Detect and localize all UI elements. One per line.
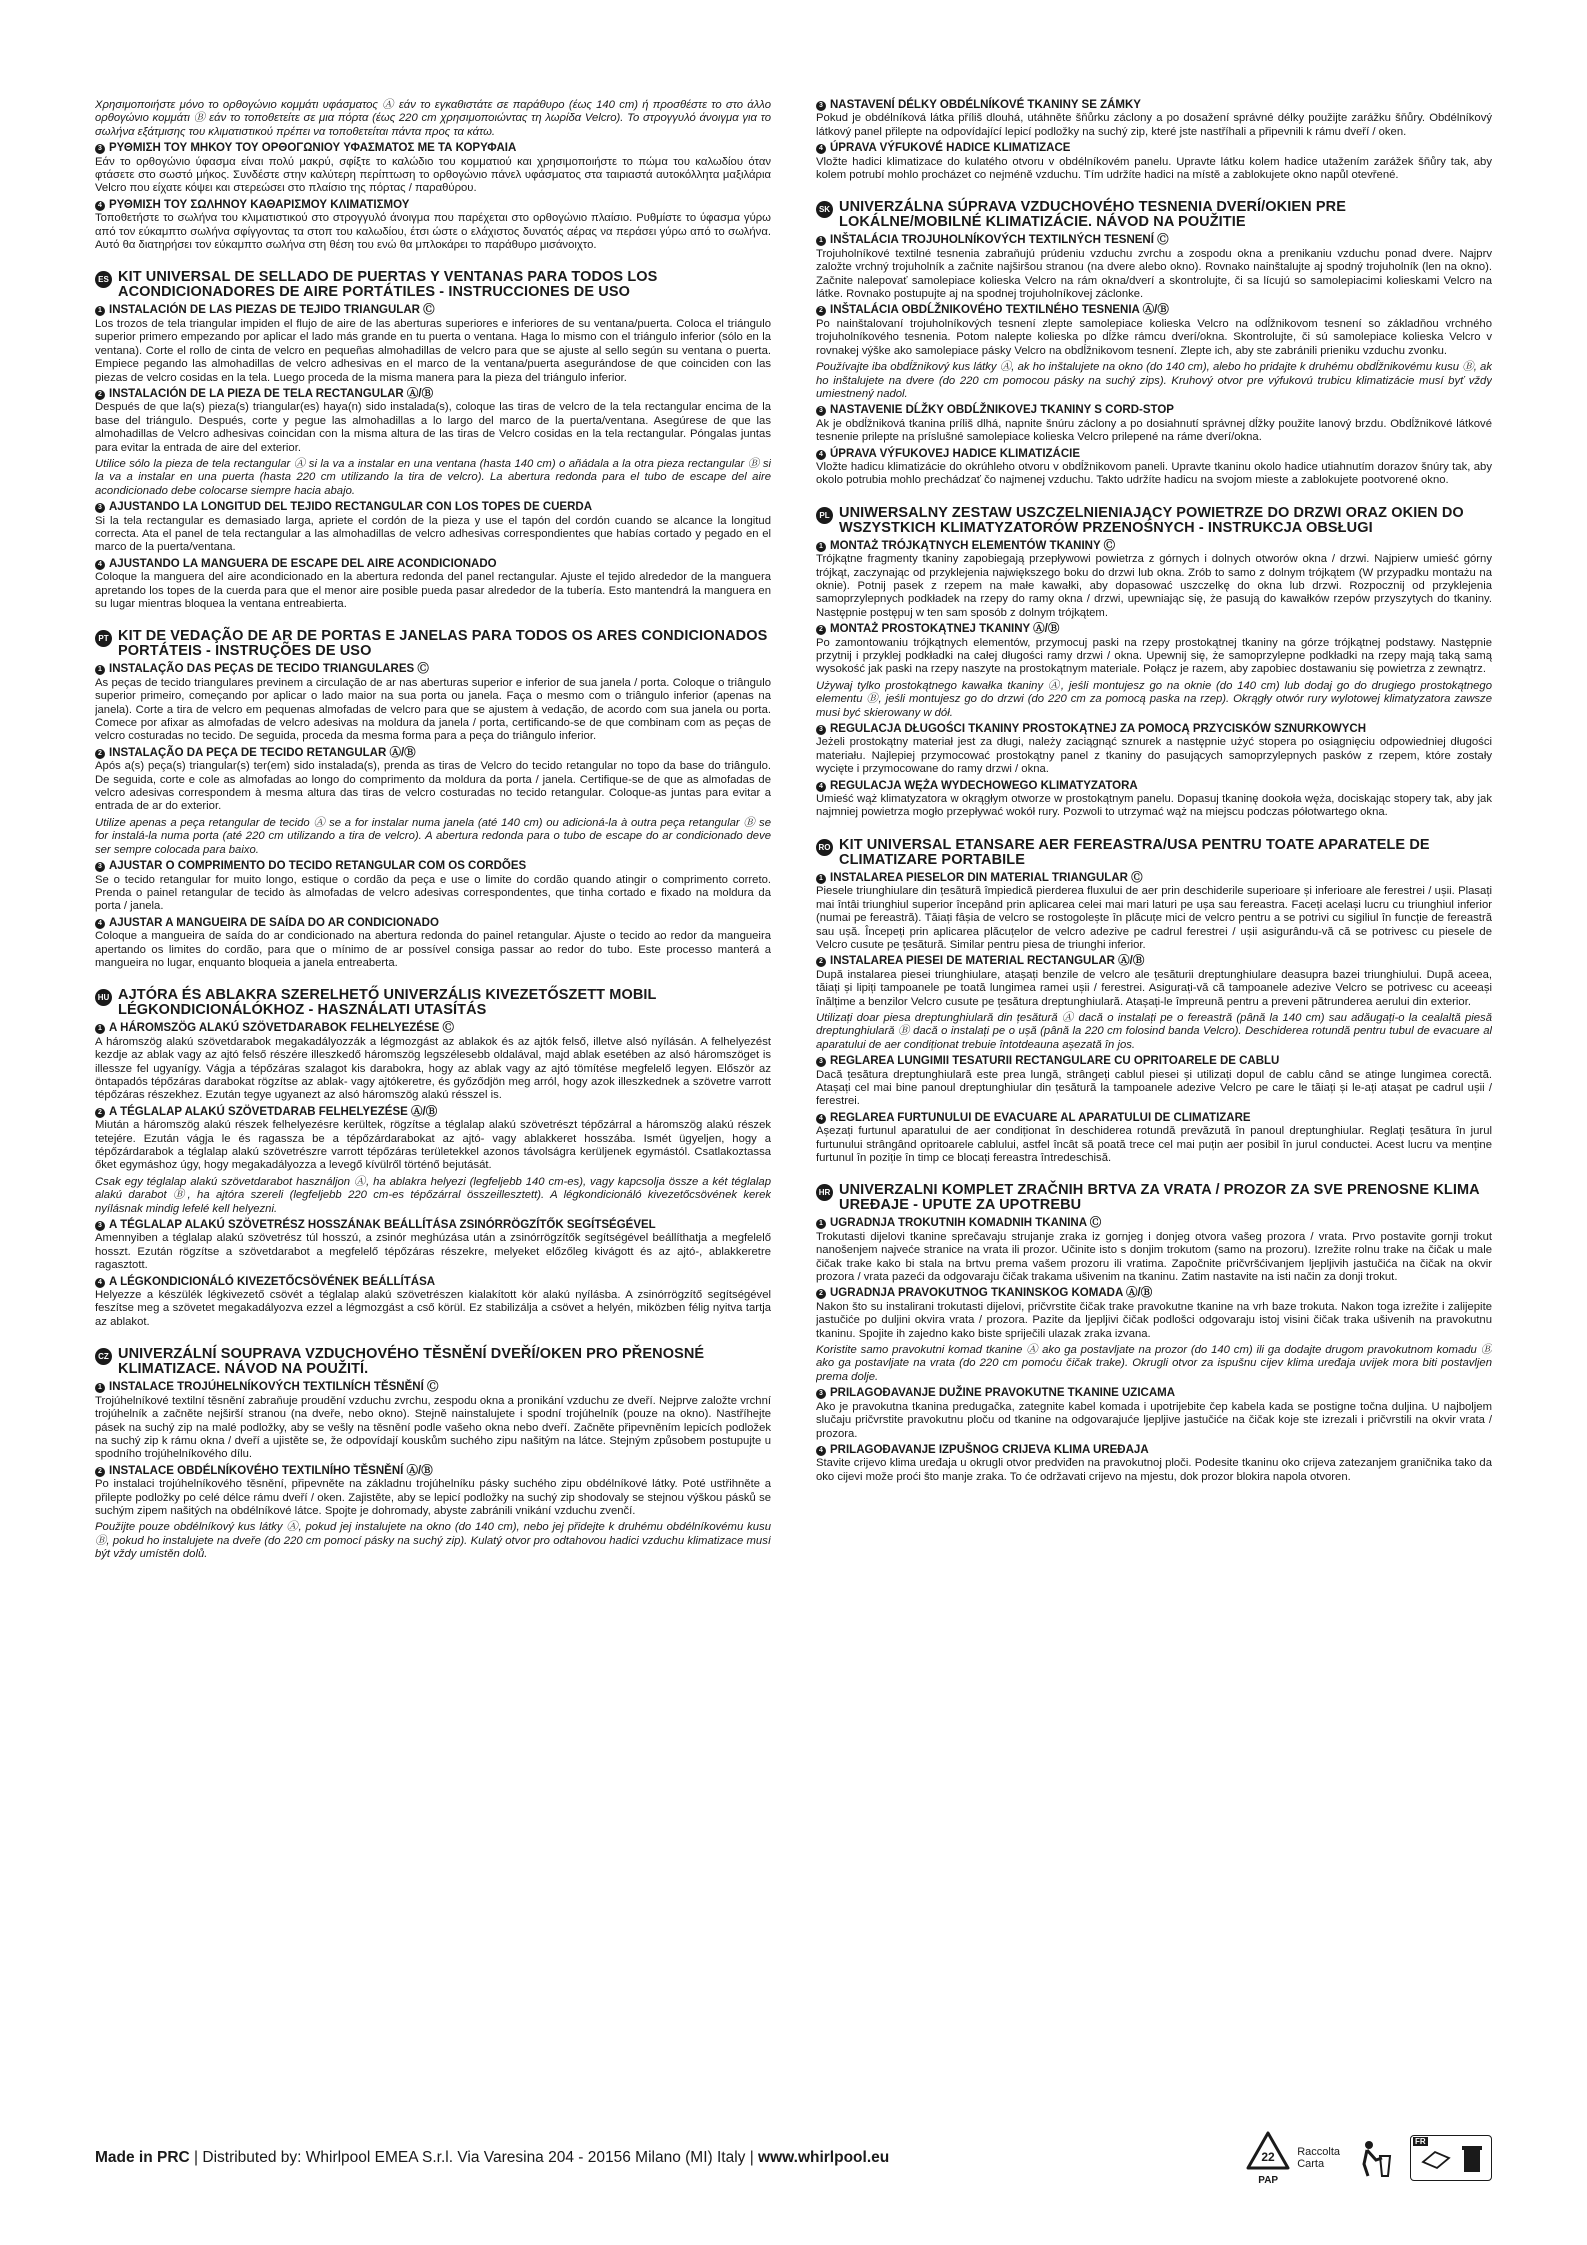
step-text: Ak je obdĺžniková tkanina príliš dlhá, napnite šnúru záclony a po dosiahnutí správnej dĺžky použite lanový brzdu. Obdĺžnikové látkové tesnenie prilepte na príslušné samolepiace kolieska Velcro prilepené na ráme dverí/okna.: [816, 417, 1492, 444]
instruction-step: [816, 1287, 1492, 1384]
triman-box: [1410, 2135, 1492, 2181]
step-title: INSTALAÇÃO DA PEÇA DE TECIDO RETANGULAR Ⓐ/Ⓑ: [109, 746, 416, 759]
section-title: UNIVERZALNI KOMPLET ZRAČNIH BRTVA ZA VRATA / PROZOR ZA SVE PRENOSNE KLIMA UREĐAJE - UPUTE ZA UPOTREBU: [839, 1182, 1480, 1214]
step-heading: [95, 142, 771, 155]
step-note: Koristite samo pravokutni komad tkanine Ⓐ ako ga postavljate na prozor (do 140 cm) ili ga dodajte drugom pravokutnom komadu Ⓑ ako ga postavljate na vrata (do 220 cm pomoću čičak trake). Okrugli otvor za ispušnu cijev klima uređaja uvijek mora biti postavljen prema dolje.: [816, 1344, 1492, 1383]
step-number: 3: [816, 1057, 826, 1067]
document-page: [95, 96, 1492, 2136]
instruction-step: [816, 540, 1492, 620]
step-title: UGRADNJA TROKUTNIH KOMADNIH TKANINA Ⓒ: [830, 1217, 1102, 1230]
step-text: Εάν το ορθογώνιο ύφασμα είναι πολύ μακρύ, σφίξτε το καλώδιο του κομματιού και χρησιμοποιήστε το πώμα του καλωδίου όταν φτάσετε στο σωστό μήκος. Συνδέστε στην καλύτερη περίπτωση το ορθογώνιο πάνελ υφάσματος στα ταιριαστά αυτοκόλλητα μαξιλάρια Velcro που είχατε κόψει και στερεώσει στο πλαίσιο της πόρτας / παραθύρου.: [95, 155, 771, 195]
step-heading: [95, 747, 771, 760]
left-column: [95, 96, 771, 2136]
step-heading: [95, 558, 771, 571]
step-title: REGULACJA WĘŻA WYDECHOWEGO KLIMATYZATORA: [830, 779, 1138, 792]
step-title: INSTALAREA PIESEI DE MATERIAL RECTANGULAR Ⓐ/Ⓑ: [830, 955, 1145, 968]
section-title: AJTÓRA ÉS ABLAKRA SZERELHETŐ UNIVERZÁLIS KIVEZETŐSZETT MOBIL LÉGKONDICIONÁLÓKHOZ - HASZNÁLATI UTASÍTÁS: [118, 987, 657, 1019]
step-heading: [816, 723, 1492, 736]
step-number: 2: [816, 1289, 826, 1299]
language-section: [95, 625, 771, 970]
language-section: [816, 834, 1492, 1166]
step-heading: [816, 234, 1492, 247]
instruction-step: [95, 304, 771, 384]
step-title: REGLAREA FURTUNULUI DE EVACUARE AL APARATULUI DE CLIMATIZARE: [830, 1111, 1251, 1124]
step-number: 4: [95, 201, 105, 211]
step-text: As peças de tecido triangulares previnem a circulação de ar nas aberturas superior e inferior de sua janela / porta. Coloque o triângulo superior primeiro, começando por aplicar o lado maior na sua porta ou janela. Faça o mesmo com o triângulo inferior (apenas na janela). Corte a tira de velcro em pequenas almofadas de velcro para que se ajustem à vedação, de acordo com sua janela ou porta. Comece por afixar as almofadas de velcro adesivas na moldura da janela / porta, certificando-se de que combinam com as peças de velcro costuradas no tecido. De seguida, proceda da mesma forma para a peça do triângulo inferior.: [95, 676, 771, 743]
distributor: | Distributed by: Whirlpool EMEA S.r.l. Via Varesina 204 - 20156 Milano (MI) Italy |: [189, 2149, 759, 2166]
step-note: Utilice sólo la pieza de tela rectangular Ⓐ si la va a instalar en una ventana (hasta 140 cm) o añádala a la otra pieza rectangular Ⓑ si la va a instalar en una puerta (hasta 220 cm utilizando la tira de velcro). La abertura redonda para el tubo de escape del aire acondicionado debe colocarse siempre hacia abajo.: [95, 457, 771, 497]
step-note: Używaj tylko prostokątnego kawałka tkaniny Ⓐ, jeśli montujesz go na oknie (do 140 cm) lub dodaj go do drugiego prostokątnego elementu Ⓑ, jeśli montujesz go do drzwi (do 220 cm za pomocą paska na rzep). Okrągły otwór rury wylotowej klimatyzatora zawsze musi być skierowany w dół.: [816, 679, 1492, 719]
step-title: INSTALACE TROJÚHELNÍKOVÝCH TEXTILNÍCH TĚSNĚNÍ Ⓒ: [109, 1381, 439, 1394]
step-number: 4: [816, 1114, 826, 1124]
instruction-step: [95, 501, 771, 555]
step-heading: [95, 1465, 771, 1478]
step-text: Se o tecido retangular for muito longo, estique o cordão da peça e use o limite do cordão quando atingir o comprimento correto. Prenda o painel retangular de tecido às almofadas de velcro adesivas correspondentes, que tinha cortado e fixado na moldura da porta / janela.: [95, 873, 771, 913]
step-text: După instalarea piesei triunghiulare, atașați benzile de velcro ale țesăturii dreptunghiulare deasupra bazei triunghiului. După aceea, tăiați și lipiți tampoanele pe toată lungimea ramei ușii / ferestrei. Asigurați-vă că tampoanele adezive Velcro se potrivesc cu aceeași înălțime a benzilor Velcro cusute pe țesătura dreptunghiulară. Atașați-le împreună pentru a preveni pătrunderea aerului din exterior.: [816, 968, 1492, 1008]
step-title: INSTALAÇÃO DAS PEÇAS DE TECIDO TRIANGULARES Ⓒ: [109, 663, 429, 676]
step-text: Po zamontowaniu trójkątnych elementów, przymocuj paski na rzepy prostokątnej tkaniny na górze trójkątnej podstawy. Następnie przytnij i przyklej podkładki na całej długości ramy drzwi / okna. Upewnij się, że samoprzylepne podkładki na rzepy mają taką samą wysokość jak paski na rzepy naszyte na prostokątnym materiale. Połącz je razem, aby zapobiec dostawaniu się powietrza z zewnątrz.: [816, 636, 1492, 676]
step-title: MONTAŻ PROSTOKĄTNEJ TKANINY Ⓐ/Ⓑ: [830, 623, 1060, 636]
step-text: Τοποθετήστε το σωλήνα του κλιματιστικού στο στρογγυλό άνοιγμα που παρέχεται στο ορθογώνιο πλαίσιο. Ρυθμίστε το ύφασμα γύρω από τον εύκαμπτο σωλήνα σφίγγοντας τα στοπ του καλωδίου, έτσι ώστε ο ελάχιστος δυνατός αέρας να περάσει γύρω από το σωλήνα. Αυτό θα διατηρήσει τον εύκαμπτο σωλήνα στη θέση του ενώ θα μπλοκάρει το παράθυρο μισάνοιχτο.: [95, 212, 771, 252]
step-title: ΡΥΘΜΙΣΗ ΤΟΥ ΜΗΚΟΥ ΤΟΥ ΟΡΘΟΓΩΝΙΟΥ ΥΦΑΣΜΑΤΟΣ ΜΕ ΤΑ ΚΟΡΥΦΑΙΑ: [109, 142, 517, 155]
language-badge: PT: [95, 630, 112, 647]
instruction-step: [95, 558, 771, 612]
instruction-step: [816, 623, 1492, 720]
instruction-step: [95, 142, 771, 196]
section-header: [816, 506, 1492, 536]
step-number: 2: [95, 1108, 105, 1118]
step-number: 4: [816, 1446, 826, 1456]
step-text: Umieść wąż klimatyzatora w okrągłym otworze w prostokątnym panelu. Dopasuj tkaninę dookoła węża, dociskając stopery tak, aby jak najmniej powietrza mogło przepływać wokół rury. Pozwoli to utrzymać wąż na miejscu podczas półotwartego okna.: [816, 793, 1492, 819]
step-note: Používajte iba obdĺžnikový kus látky Ⓐ, ak ho inštalujete na okno (do 140 cm), alebo ho pridajte k druhému obdĺžnikovému kusu Ⓑ, ak ho inštalujete na dvere (do 220 cm pomocou pásky na suchý zips). Kruhový otvor pre výfukovú trubicu klimatizácie musí byť vždy umiestnený nadol.: [816, 361, 1492, 400]
step-number: 4: [816, 782, 826, 792]
language-section: [816, 1179, 1492, 1484]
step-title: INSTALACIÓN DE LAS PIEZAS DE TEJIDO TRIANGULAR Ⓒ: [109, 304, 435, 317]
step-heading: [816, 955, 1492, 968]
step-title: MONTAŻ TRÓJKĄTNYCH ELEMENTÓW TKANINY Ⓒ: [830, 539, 1116, 552]
step-heading: [95, 860, 771, 873]
step-number: 1: [95, 1383, 105, 1393]
step-heading: [95, 1106, 771, 1119]
step-title: INŠTALÁCIA OBDĹŽNIKOVÉHO TEXTILNÉHO TESNENIA Ⓐ/Ⓑ: [830, 304, 1169, 317]
step-number: 4: [816, 144, 826, 154]
step-heading: [816, 304, 1492, 317]
step-title: AJUSTAR O COMPRIMENTO DO TECIDO RETANGULAR COM OS CORDÕES: [109, 860, 527, 873]
step-text: Χρησιμοποιήστε μόνο το ορθογώνιο κομμάτι υφάσματος Ⓐ εάν το εγκαθιστάτε σε παράθυρο (έως 140 cm) ή προσθέστε το στο άλλο ορθογώνιο κομμάτι Ⓑ εάν το τοποθετείτε σε μια πόρτα (έως 220 cm χρησιμοποιώντας τη λωρίδα Velcro). Το στρογγυλό άνοιγμα για το σωλήνα εξάτμισης του κλιματιστικού πρέπει να τοποθετείται πάντα προς τα κάτω.: [95, 99, 771, 138]
recycle-mark: [1245, 2130, 1340, 2186]
recycling-logos: [1245, 2130, 1492, 2186]
instruction-step: [95, 917, 771, 971]
instruction-step: [816, 955, 1492, 1052]
step-text: Stavite crijevo klima uređaja u okrugli otvor predviđen na pravokutnoj ploči. Podesite tkaninu oko crijeva zatezanjem graničnika tako da oko cijevi može proći što manje zraka. To će održavati crijevo na mjestu, dok prozor blokira napola otvoren.: [816, 1457, 1492, 1483]
fr-label: FR: [1415, 2137, 1426, 2146]
step-text: Po nainštalovaní trojuholníkových tesnení zlepte samolepiace kolieska Velcro na odĺžnikovom tesnení so základňou vrchného trojuholníkového tesnenia. Potom nalepte kolieska po dĺžke rámcu dverí/okna. Skontrolujte, či sú samolepiace kolieska Velcro v rovnakej výške ako samolepiace pásky Velcro na obdĺžnikovom tesnení. Zlepte ich, aby ste zabránili prieniku vzduchu zvonku.: [816, 317, 1492, 357]
section-title: UNIVERZÁLNA SÚPRAVA VZDUCHOVÉHO TESNENIA DVERÍ/OKIEN PRE LOKÁLNE/MOBILNÉ KLIMATIZÁCIE. NÁVOD NA POUŽITIE: [839, 199, 1346, 231]
step-note: Csak egy téglalap alakú szövetdarabot használjon Ⓐ, ha ablakra helyezi (legfeljebb 140 cm-es), vagy kapcsolja össze a két téglalap alakú darabot Ⓑ, ha ajtóra szereli (legfeljebb 220 cm-es tépőzárral összeillesztett). A légkondicionáló kivezetőcsövének kerek nyílásnak mindig lefelé kell helyezni.: [95, 1175, 771, 1215]
step-heading: [816, 1444, 1492, 1457]
step-text: Trojúhelníkové textilní těsnění zabraňuje proudění vzduchu zvrchu, zespodu okna a pronikání vzduchu ze dveří. Nejprve založte vrchní trojúhelník a začněte nejširší stranou (na dveře, nebo okno). Stejně nainstalujete i spodní trojúhelník (pouze na okno). Nastříhejte pásek na suchý zip na malé podložky, aby se vešly na těsnění podle vašeho okna nebo dveří. Začněte připevněním lepicích podložek na suchý zip k rámu okna / dveří a ujistěte se, že odpovídají kouskům suchého zipu našitým na látce. Stejným způsobem postupujte u spodního trojúhelníkového dílu.: [95, 1394, 771, 1461]
recycle-label-1: Raccolta: [1297, 2146, 1340, 2158]
section-title: KIT UNIVERSAL DE SELLADO DE PUERTAS Y VENTANAS PARA TODOS LOS ACONDICIONADORES DE AIRE PORTÁTILES - INSTRUCCIONES DE USO: [118, 269, 658, 301]
step-number: 3: [816, 1389, 826, 1399]
step-title: AJUSTAR A MANGUEIRA DE SAÍDA DO AR CONDICIONADO: [109, 916, 439, 929]
language-badge: ES: [95, 271, 112, 288]
step-title: UGRADNJA PRAVOKUTNOG TKANINSKOG KOMADA Ⓐ/Ⓑ: [830, 1287, 1153, 1300]
step-number: 2: [95, 390, 105, 400]
step-title: AJUSTANDO LA MANGUERA DE ESCAPE DEL AIRE ACONDICIONADO: [109, 557, 497, 570]
step-heading: [816, 872, 1492, 885]
step-number: 3: [95, 503, 105, 513]
step-number: 4: [95, 919, 105, 929]
step-text: A háromszög alakú szövetdarabok megakadályozzák a légmozgást az ablakok és az ajtók felső, illetve alsó nyílásán. A felhelyezést kezdje az ablak vagy az ajtó felső részére illeszkedő háromszög legszélesebb oldalával, majd ablak esetében az alsó háromszöget is illessze fel ugyanígy. Vágja a tépőzáras szalagot kis darabokra, hogy az ablak vagy az ajtó tömítése megfelelő legyen. Először az öntapadós tépőzáras darabokat rögzítse az ablak- vagy ajtókeretre, és győződjön meg arról, hogy azok illeszkednek a szövetre varrott tépőzáras részekhez. Ezután tegye ugyanezt az alsó háromszög alakú résszel is.: [95, 1035, 771, 1102]
instruction-step: [816, 723, 1492, 777]
step-text: Pokud je obdélníková látka příliš dlouhá, utáhněte šňůrku záclony a po dosažení správné délky použijte zarážku šňůry. Obdélníkový látkový panel přilepte na odpovídající lepicí podložky na suchý zip, které jste nastříhali a připevnili k rámu dveří / oken.: [816, 112, 1492, 138]
language-section: [95, 1343, 771, 1561]
step-number: 1: [816, 874, 826, 884]
instruction-step: [816, 1217, 1492, 1284]
step-text: Vložte hadicu klimatizácie do okrúhleho otvoru v obdĺžnikovom paneli. Upravte tkaninu okolo hadice utiahnutím dorazov šnúry tak, aby okolo potrubia mohlo prechádzať čo najmenej vzduchu. Takto udržíte hadicu na svojom mieste a zablokujete pootvorené okno.: [816, 460, 1492, 487]
step-number: 4: [95, 1278, 105, 1288]
language-section: [95, 96, 771, 252]
step-heading: [816, 99, 1492, 112]
step-number: 4: [95, 560, 105, 570]
step-number: 2: [816, 306, 826, 316]
instruction-step: [95, 388, 771, 498]
step-heading: [816, 1387, 1492, 1400]
step-number: 3: [95, 862, 105, 872]
step-number: 1: [816, 542, 826, 552]
step-number: 2: [95, 1467, 105, 1477]
step-number: 2: [95, 749, 105, 759]
step-number: 1: [95, 306, 105, 316]
step-number: 3: [95, 144, 105, 154]
step-number: 3: [816, 725, 826, 735]
step-heading: [816, 780, 1492, 793]
step-title: A LÉGKONDICIONÁLÓ KIVEZETŐCSÖVÉNEK BEÁLLÍTÁSA: [109, 1275, 436, 1288]
step-title: A HÁROMSZÖG ALAKÚ SZÖVETDARABOK FELHELYEZÉSE Ⓒ: [109, 1022, 455, 1035]
step-heading: [95, 199, 771, 212]
step-text: Piesele triunghiulare din țesătură împiedică pierderea fluxului de aer prin deschiderile superioare și inferioare ale ferestrei / ușii. Plasați mai întâi triunghiul superior începând prin aplicarea celei mai mari laturi pe ușa sau fereastra. Faceți același lucru cu triunghiul inferior (numai pe fereastră). Tăiați fâșia de velcro se rostogolește în plăcuțe mici de velcro pentru a se potrivi cu sigiliul în funcție de fereastră sau ușă. Începeți prin aplicarea plăcuțelor de velcro adezive pe cadrul ferestrei / ușii asigurându-vă că se potrivesc cu piesele de Velcro cusute pe țesătură. Similar pentru piesa de triunghi inferior.: [816, 885, 1492, 951]
footer-text: [95, 2149, 889, 2167]
instruction-step: [95, 663, 771, 743]
step-heading: [95, 388, 771, 401]
step-heading: [95, 1276, 771, 1289]
step-text: Ako je pravokutna tkanina predugačka, zategnite kabel komada i upotrijebite čep kabela kada se postigne točna duljina. U najboljem slučaju pričvrstite pravokutnu ploču od tkanine na odgovarajuće ljepljive jastučiće na čičak koje ste izrezali i pričvrstili na okvir vrata / prozora.: [816, 1400, 1492, 1440]
instruction-step: [95, 1022, 771, 1102]
step-title: INSTALAREA PIESELOR DIN MATERIAL TRIANGULAR Ⓒ: [830, 871, 1143, 884]
step-text: Después de que la(s) pieza(s) triangular(es) haya(n) sido instalada(s), coloque las tiras de velcro de la tela rectangular encima de la base del triángulo. Después, corte y pegue las almohadillas a lo largo del marco de la puerta/ventana. Asegúrese de que las almohadillas de Velcro adhesivas coincidan con la misma altura de las tiras de Velcro cosidas en la tela rectangular. Póngalas juntas para evitar la entrada de aire del exterior.: [95, 401, 771, 454]
instruction-step: [95, 1276, 771, 1330]
step-title: ÚPRAVA VÝFUKOVEJ HADICE KLIMATIZÁCIE: [830, 447, 1081, 460]
step-heading: [816, 1287, 1492, 1300]
bin-icon: [1461, 2144, 1483, 2174]
paper-icon: [1421, 2148, 1451, 2170]
step-title: AJUSTANDO LA LONGITUD DEL TEJIDO RECTANGULAR CON LOS TOPES DE CUERDA: [109, 501, 593, 514]
step-text: Helyezze a készülék légkivezető csövét a téglalap alakú szövetrészen kialakított kör alakú nyílásba. A zsinórrögzítő segítségével feszítse meg a szövetet megakadályozva ezzel a légmozgást a cső körül. Ez stabilizálja a csövet a helyén, miközben félig nyitva tartja az ablakot.: [95, 1289, 771, 1328]
section-header: [95, 1347, 771, 1377]
step-text: Jeżeli prostokątny materiał jest za długi, należy zaciągnąć sznurek a następnie użyć stopera po osiągnięciu odpowiedniej długości materiału. Najlepiej przymocować prostokątny panel z tkaniny do pasujących samoprzylepnych pasków z rzepem, które zostały wycięte i przymocowane do ramy drzwi / okna.: [816, 736, 1492, 776]
step-text: Trójkątne fragmenty tkaniny zapobiegają przepływowi powietrza z górnych i dolnych otworów okna / drzwi. Najpierw umieść górny trójkąt, zaczynając od przyklejenia największego boku do drzwi lub okna. Zrób to samo z dolnym trójkątem (W przypadku montażu na oknie). Potnij pasek z rzepem na małe kawałki, aby dopasować uszczelkę do okna lub drzwi. Rozpocznij od przyklejenia samoprzylepnych podkładek na rzepy do ramy okna / drzwi, upewniając się, że pasują do kawałków rzepów przyszytych do tkaniny. Następnie postępuj w ten sam sposób z dolnym trójkątem.: [816, 553, 1492, 619]
step-number: 3: [816, 101, 826, 111]
section-header: [816, 838, 1492, 868]
step-title: PRILAGOĐAVANJE DUŽINE PRAVOKUTNE TKANINE UZICAMA: [830, 1387, 1176, 1400]
step-heading: [95, 1022, 771, 1035]
step-note: Utilizați doar piesa dreptunghiulară din țesătură Ⓐ dacă o instalați pe o fereastră (până la 140 cm) sau adăugați-o la cealaltă piesă dreptunghiulară Ⓑ dacă o instalați pe o ușă (până la 220 cm folosind banda Velcro). Deschiderea rotundă pentru tubul de evacuare al aparatului de aer condiționat trebuie întotdeauna așezată în jos.: [816, 1011, 1492, 1051]
language-section: [95, 984, 771, 1329]
section-header: [95, 270, 771, 300]
made-in: Made in PRC: [95, 2149, 190, 2166]
instruction-step: [816, 1387, 1492, 1441]
step-heading: [816, 142, 1492, 155]
step-number: 1: [816, 1219, 826, 1229]
instruction-step: [95, 1465, 771, 1562]
step-title: A TÉGLALAP ALAKÚ SZÖVETDARAB FELHELYEZÉSE Ⓐ/Ⓑ: [109, 1105, 438, 1118]
instruction-step: [816, 1055, 1492, 1109]
section-header: [95, 988, 771, 1018]
website: www.whirlpool.eu: [758, 2149, 890, 2166]
instruction-step: [95, 99, 771, 139]
step-heading: [816, 623, 1492, 636]
step-heading: [816, 1112, 1492, 1125]
instruction-step: [95, 860, 771, 914]
footer: [95, 2128, 1492, 2188]
language-section: [95, 266, 771, 611]
step-title: A TÉGLALAP ALAKÚ SZÖVETRÉSZ HOSSZÁNAK BEÁLLÍTÁSA ZSINÓRRÖGZÍTŐK SEGÍTSÉGÉVEL: [109, 1219, 656, 1232]
step-heading: [95, 917, 771, 930]
instruction-step: [816, 448, 1492, 488]
instruction-step: [816, 304, 1492, 401]
step-text: Coloque la manguera del aire acondicionado en la abertura redonda del panel rectangular. Ajuste el tejido alrededor de la manguera apretando los topes de la cuerda para que el menor aire posible pueda pasar alrededor de la tubería. Esto mantendrá la manguera en su lugar mientras bloquea la ventana entreabierta.: [95, 571, 771, 610]
instruction-step: [95, 199, 771, 253]
step-heading: [816, 1055, 1492, 1068]
section-title: UNIWERSALNY ZESTAW USZCZELNIENIAJĄCY POWIETRZE DO DRZWI ORAZ OKIEN DO WSZYSTKICH KLIMATYZATORÓW PRZENOŚNYCH - INSTRUKCJA OBSŁUGI: [839, 504, 1464, 536]
step-number: 1: [816, 236, 826, 246]
language-badge: HU: [95, 989, 112, 1006]
step-note: Použijte pouze obdélníkový kus látky Ⓐ, pokud jej instalujete na okno (do 140 cm), nebo jej přidejte k druhému obdélníkovému kusu Ⓑ, pokud ho instalujete na dveře (do 220 cm pomocí pásky na suchý zip). Kulatý otvor pro odtahovou hadici vzduchu klimatizace musí být vždy umístěn dolů.: [95, 1521, 771, 1561]
step-title: NASTAVENÍ DÉLKY OBDÉLNÍKOVÉ TKANINY SE ZÁMKY: [830, 99, 1141, 111]
instruction-step: [95, 1219, 771, 1273]
right-column: [816, 96, 1492, 2136]
section-title: KIT UNIVERSAL ETANSARE AER FEREASTRA/USA PENTRU TOATE APARATELE DE CLIMATIZARE PORTABILE: [839, 836, 1430, 868]
step-text: Vložte hadici klimatizace do kulatého otvoru v obdélníkovém panelu. Upravte látku kolem hadice utažením zarážek šňůry tak, aby kolem potrubí mohlo procházet co nejméně vzduchu. Tím udržíte hadici na místě a zablokujete okno napůl otevřené.: [816, 155, 1492, 182]
step-heading: [95, 1219, 771, 1232]
instruction-step: [816, 142, 1492, 182]
language-section: [816, 96, 1492, 182]
language-badge: CZ: [95, 1348, 112, 1365]
step-title: INSTALACE OBDÉLNÍKOVÉHO TEXTILNÍHO TĚSNĚNÍ Ⓐ/Ⓑ: [109, 1464, 433, 1477]
step-heading: [95, 1381, 771, 1394]
step-title: PRILAGOĐAVANJE IZPUŠNOG CRIJEVA KLIMA UREĐAJA: [830, 1443, 1149, 1456]
step-heading: [816, 1217, 1492, 1230]
instruction-step: [95, 1381, 771, 1461]
step-heading: [95, 663, 771, 676]
step-title: REGLAREA LUNGIMII TESATURII RECTANGULARE CU OPRITOARELE DE CABLU: [830, 1055, 1280, 1068]
section-title: UNIVERZÁLNÍ SOUPRAVA VZDUCHOVÉHO TĚSNĚNÍ DVEŘÍ/OKEN PRO PŘENOSNÉ KLIMATIZACE. NÁVOD NA POUŽITÍ.: [118, 1346, 705, 1378]
step-number: 2: [816, 957, 826, 967]
instruction-step: [95, 747, 771, 857]
step-number: 3: [816, 406, 826, 416]
step-text: Los trozos de tela triangular impiden el flujo de aire de las aberturas superiores e inferiores de su ventana/puerta. Coloca el triángulo superior primero empezando por aplicar el lado más grande en tu puerta o ventana. Haga lo mismo con el triángulo inferior (sólo en la ventana). Corte el rollo de cinta de velcro en pequeñas almohadillas de velcro para que se ajuste al sello según su ventana o puerta. Empiece pegando las almohadillas de velcro adhesivas en el marco de la ventana/puerta asegurándose de que coinciden con las piezas de velcro cosidas en la tela. Luego proceda de la misma manera para la pieza del triángulo inferior.: [95, 317, 771, 384]
language-section: [816, 502, 1492, 820]
instruction-step: [816, 234, 1492, 301]
recycle-number: 22: [1261, 2150, 1275, 2164]
section-header: [95, 629, 771, 659]
step-number: 1: [95, 1024, 105, 1034]
step-title: ÚPRAVA VÝFUKOVÉ HADICE KLIMATIZACE: [830, 142, 1071, 155]
step-text: Coloque a mangueira de saída do ar condicionado na abertura redonda do painel retangular. Ajuste o tecido ao redor da mangueira apertando os limites do cordão, para que o mínimo de ar possível consiga passar ao redor do tubo. Este processo manterá a mangueira no lugar, enquanto bloqueia a janela entreaberta.: [95, 930, 771, 969]
language-badge: SK: [816, 201, 833, 218]
step-text: Amennyiben a téglalap alakú szövetrész túl hosszú, a zsinór meghúzása után a zsinórrögzítők segítségével beállíthatja a megfelelő hosszt. Ezután rögzítse a szövetdarabot a megfelelő tépőzáras részekre, melyeket előzőleg kivágott és az ajtó-, ablakkeretre ragasztott.: [95, 1232, 771, 1272]
instruction-step: [816, 1112, 1492, 1166]
step-number: 1: [95, 665, 105, 675]
section-header: [816, 1183, 1492, 1213]
recycle-label-2: Carta: [1297, 2158, 1325, 2170]
step-title: NASTAVENIE DĹŽKY OBDĹŽNIKOVEJ TKANINY S CORD-STOP: [830, 404, 1174, 417]
step-text: Așezați furtunul aparatului de aer condiționat în deschiderea rotundă prevăzută în panoul dreptunghiular. Reglați țesătura în jurul furtunului strângând opritoarele cablului, astfel încât să poată trece cel mai puțin aer posibil în jurul conductei. Acest lucru va menține furtunul în poziție în timp ce blocați fereastra întredeschisă.: [816, 1125, 1492, 1164]
step-text: Dacă țesătura dreptunghiulară este prea lungă, strângeți cablul piesei și utilizați dopul de cablu când se atinge lungimea corectă. Atașați cel mai bine panoul dreptunghiular din țesătură la tampoanele adezive Velcro pe care le tăiați și le-ați atașat pe cadrul ușii / ferestrei.: [816, 1068, 1492, 1108]
language-section: [816, 196, 1492, 487]
tidyman-icon: [1358, 2138, 1392, 2178]
step-title: REGULACJA DŁUGOŚCI TKANINY PROSTOKĄTNEJ ZA POMOCĄ PRZYCISKÓW SZNURKOWYCH: [830, 723, 1367, 736]
step-heading: [816, 540, 1492, 553]
step-text: Após a(s) peça(s) triangular(s) ter(em) sido instalada(s), prenda as tiras de Velcro do tecido retangular no topo da base do triângulo. De seguida, corte e cole as almofadas ao longo do comprimento da moldura da porta / janela. Certifique-se de que as almofadas de velcro adesivas correspondem à mesma altura das tiras de velcro costuradas no tecido retangular. Coloque-as juntas para evitar a entrada de ar do exterior.: [95, 760, 771, 813]
instruction-step: [816, 99, 1492, 139]
instruction-step: [816, 404, 1492, 444]
step-title: INSTALACIÓN DE LA PIEZA DE TELA RECTANGULAR Ⓐ/Ⓑ: [109, 387, 434, 400]
step-title: ΡΥΘΜΙΣΗ ΤΟΥ ΣΩΛΗΝΟΥ ΚΑΘΑΡΙΣΜΟΥ ΚΛΙΜΑΤΙΣΜΟΥ: [109, 198, 410, 211]
instruction-step: [816, 1444, 1492, 1484]
language-badge: RO: [816, 839, 833, 856]
step-heading: [816, 448, 1492, 461]
pap-label: PAP: [1258, 2175, 1279, 2186]
step-number: 2: [816, 625, 826, 635]
step-text: Trojuholníkové textilné tesnenia zabraňujú prúdeniu vzduchu zvrchu a zospodu okna a prenikaniu vzduchu ponad dvere. Najprv založte vrchný trojuholník a začnite najširšou stranou (na dvere alebo okno). Rovnako nainštalujte aj spodný trojuholník (len na okno). Začnite nalepovať samolepiace kolieska Velcro na rám okna/dverí a skontrolujte, či sa lícujú so samolepiacimi kolieskami Velcro na látke. Rovnako postupujte aj na spodnej trojuholníkovej záclonke.: [816, 247, 1492, 301]
language-badge: PL: [816, 507, 833, 524]
step-text: Miután a háromszög alakú részek felhelyezésre kerültek, rögzítse a téglalap alakú szövetrészt tépőzárral a háromszög alakú részek tetejére. Ezután vágja le és ragassza be a tépőzárdarabokat az ajtó- vagy ablakkeret hosszába. Ismét ügyeljen, hogy a tépőzárdarabok a téglalap alakú szövetrészre varrott tépőzáras területekkel azonos távolságra kerüljenek egymástól. Csatlakoztassa őket egymáshoz úgy, hogy megakadályozza a levegő kívülről történő bejutását.: [95, 1119, 771, 1172]
step-heading: [816, 404, 1492, 417]
section-title: KIT DE VEDAÇÃO DE AR DE PORTAS E JANELAS PARA TODOS OS ARES CONDICIONADOS PORTÁTEIS - INSTRUÇÕES DE USO: [118, 628, 768, 660]
step-text: Nakon što su instalirani trokutasti dijelovi, pričvrstite čičak trake pravokutne tkanine na vrh baze trokuta. Nakon toga izrežite i zalijepite jastučiće po duljini okvira vrata / prozora. Pazite da ljepljivi čičak podlošci odgovaraju istoj visini čičak traka ušivenih na pravokutnu tkaninu. Spojite ih zajedno kako biste spriječili ulazak zraka izvana.: [816, 1300, 1492, 1340]
step-title: INŠTALÁCIA TROJUHOLNÍKOVÝCH TEXTILNÝCH TESNENÍ Ⓒ: [830, 234, 1169, 247]
step-number: 4: [816, 450, 826, 460]
step-number: 3: [95, 1221, 105, 1231]
step-text: Trokutasti dijelovi tkanine sprečavaju strujanje zraka iz gornjeg i donjeg otvora vašeg prozora / vrata. Prvo postavite gornji trokut nanošenjem najveće stranice na vrata ili prozor. Učinite isto s donjim trokutom (samo na prozoru). Izrežite rolnu trake na čičak u male čičak trake kako bi stala na brtvu prema vašem prozoru ili vratima. Započnite pričvršćivanjem ljepljivih jastučića na čičak na okvir prozora / vrata pazeći da odgovaraju čičak trakama ušivenim na tkaninu. Zatim nastavite na isti način za donji trokut.: [816, 1230, 1492, 1284]
instruction-step: [816, 780, 1492, 820]
language-badge: HR: [816, 1184, 833, 1201]
step-heading: [95, 501, 771, 514]
step-text: Po instalaci trojúhelníkového těsnění, připevněte na základnu trojúhelníku pásky suchého zipu obdélníkové látky. Poté ustřihněte a přilepte podložky po celé délce rámu dveří / oken. Zajistěte, aby se lepicí podložky na suchý zip shodovaly se stejnou výškou pásků se suchým zipem našitých na obdélníkové látce. Spojte je dohromady, abyste zabránili vnikání vzduchu zvenčí.: [95, 1478, 771, 1517]
step-heading: [95, 304, 771, 317]
step-text: Si la tela rectangular es demasiado larga, apriete el cordón de la pieza y use el tapón del cordón cuando se alcance la longitud correcta. Ata el panel de tela rectangular a las almohadillas de velcro adhesivas correspondientes que habías cortado y pegado en el marco de la puerta/ventana.: [95, 514, 771, 554]
section-header: [816, 200, 1492, 230]
step-note: Utilize apenas a peça retangular de tecido Ⓐ se a for instalar numa janela (até 140 cm) ou adicioná-la à outra peça retangular Ⓑ se for instalá-la numa porta (até 220 cm utilizando a tira de velcro). A abertura redonda para o tubo de escape do ar condicionado deve ser sempre colocada para baixo.: [95, 816, 771, 856]
instruction-step: [816, 872, 1492, 952]
instruction-step: [95, 1106, 771, 1216]
recycle-triangle-icon: [1245, 2130, 1291, 2172]
